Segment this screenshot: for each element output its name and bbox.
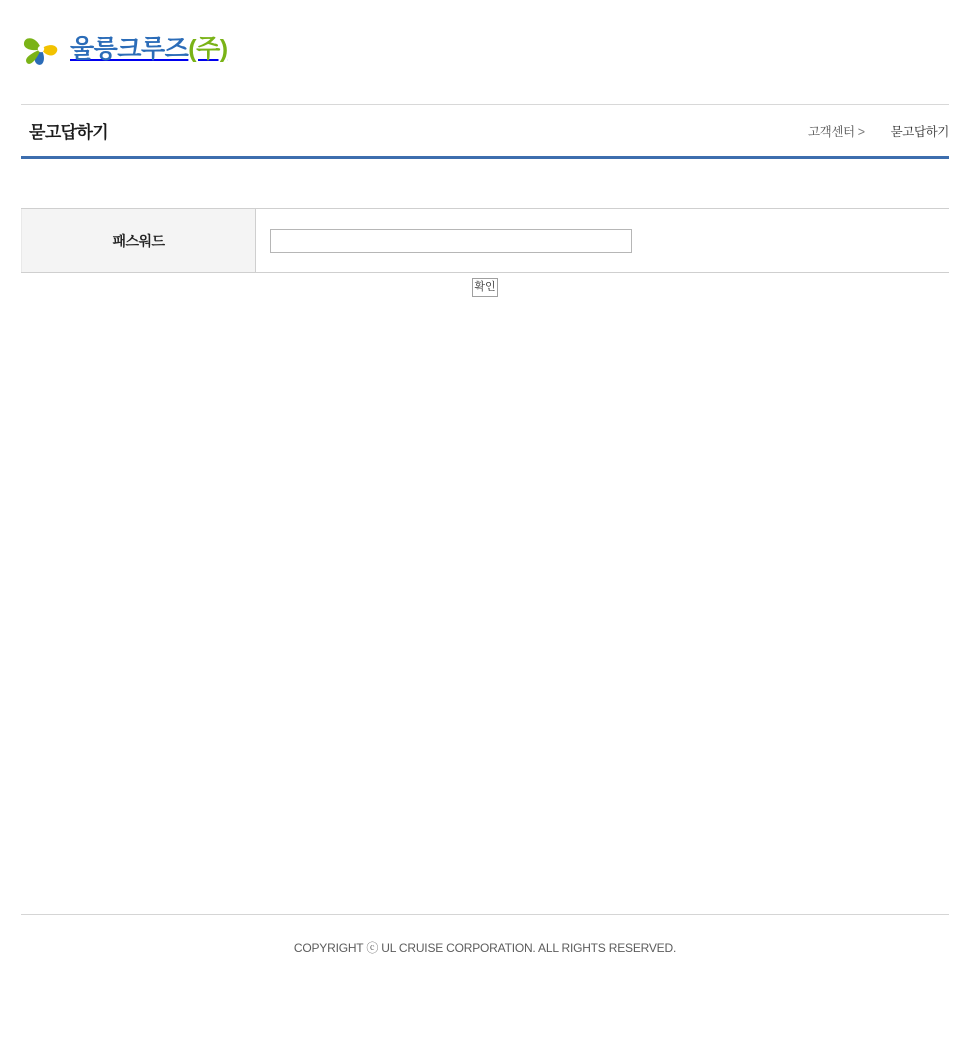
table-row: [22, 209, 950, 273]
logo-text-green: (주): [188, 34, 228, 63]
breadcrumb-separator: >: [857, 125, 865, 139]
site-footer: [21, 914, 949, 956]
pinwheel-logo-icon: [21, 28, 61, 70]
breadcrumb-current: 묻고답하기: [890, 125, 949, 139]
submit-row: [21, 278, 949, 297]
main-content: [21, 208, 949, 297]
site-logo-link[interactable]: [21, 28, 228, 70]
password-label: 패스워드: [22, 209, 256, 273]
site-logo-text: [70, 34, 228, 63]
page-title-bar: [21, 104, 949, 159]
site-header: [0, 0, 970, 104]
copyright-text: COPYRIGHT ⓒ UL CRUISE CORPORATION. ALL RIGHTS RESERVED.: [293, 941, 677, 955]
page-title: 묻고답하기: [29, 123, 109, 142]
breadcrumb: [808, 122, 949, 140]
password-input[interactable]: [270, 229, 632, 253]
password-field-cell: [256, 209, 950, 273]
breadcrumb-parent[interactable]: 고객센터: [808, 125, 855, 139]
logo-text-blue: 울릉크루즈: [70, 34, 189, 63]
password-form-table: [21, 208, 949, 273]
confirm-button[interactable]: 확인: [472, 278, 498, 297]
